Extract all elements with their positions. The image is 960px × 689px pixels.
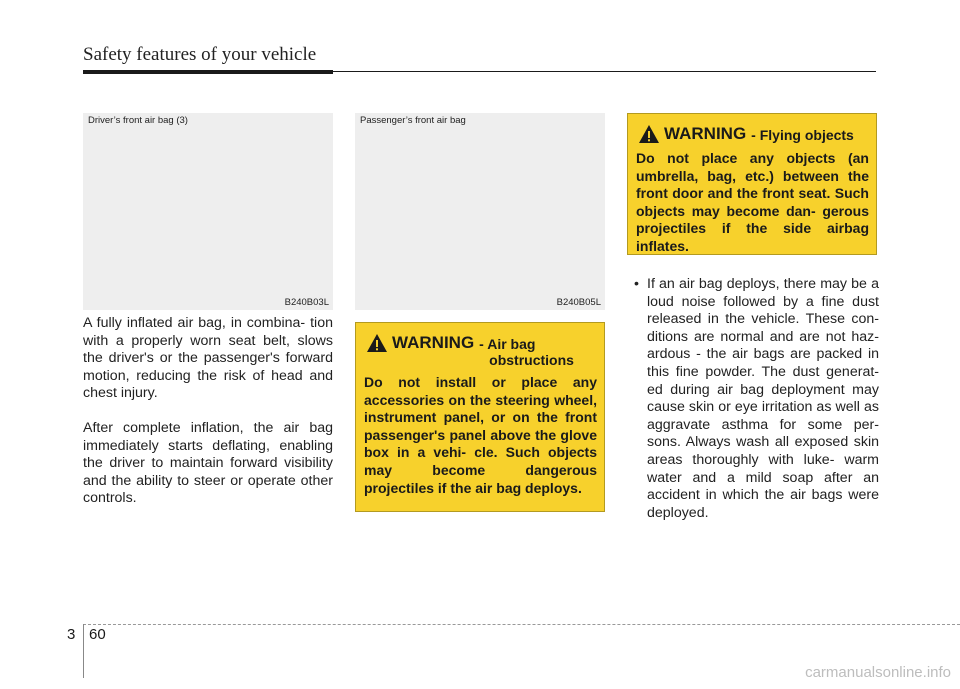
warning-triangle-icon: [638, 124, 660, 144]
paragraph-air-bag-function: A fully inflated air bag, in combina- tion with a properly worn seat belt, slows the driver's or the passenger's forward motion, reducing the risk of head and chest injury.: [83, 315, 333, 402]
figure-caption: Driver’s front air bag (3): [88, 115, 188, 126]
page-number: 60: [89, 626, 106, 643]
warning-subtitle-line1: - Air bag: [479, 336, 536, 352]
warning-label: WARNING: [664, 124, 747, 143]
footer-divider: [83, 624, 84, 678]
warning-subtitle-line2: obstructions: [489, 352, 574, 368]
page-header-title: Safety features of your vehicle: [83, 44, 317, 65]
header-rule-thin: [333, 71, 876, 72]
footer-rule: [83, 624, 960, 625]
figure-code: B240B03L: [284, 297, 329, 308]
bullet-item-dust: [633, 276, 879, 522]
header-rule: [83, 70, 333, 74]
warning-text: Do not place any objects (an umbrella, bag, etc.) between the front door and the front seat. Such objects may become dan- gerous projectiles if the side airbag inflates.: [636, 150, 869, 254]
paragraph-air-bag-deflation: After complete inflation, the air bag immediately starts deflating, enabling the driver to maintain forward visibility and the ability to steer or operate other controls.: [83, 420, 333, 507]
bullet-mark: •: [634, 276, 639, 292]
chapter-number: 3: [67, 626, 76, 643]
warning-box-obstructions: [355, 322, 605, 512]
watermark: carmanualsonline.info: [805, 664, 951, 681]
warning-subtitle: - Flying objects: [751, 127, 854, 143]
warning-label: WARNING: [392, 333, 475, 352]
figure-passenger-air-bag: [355, 113, 605, 310]
figure-driver-air-bag: [83, 113, 333, 310]
warning-triangle-icon: [366, 333, 388, 353]
figure-code: B240B05L: [556, 297, 601, 308]
warning-subtitle: [479, 336, 574, 368]
figure-caption: Passenger’s front air bag: [360, 115, 466, 126]
warning-box-flying-objects: [627, 113, 877, 255]
warning-text: Do not install or place any accessories on the steering wheel, instrument panel, or on the front passenger's panel above the glove box in a vehi- cle. Such objects may become dangerous projectiles if the air bag deploys.: [364, 374, 597, 496]
bullet-text: If an air bag deploys, there may be a loud noise followed by a fine dust released in the vehicle. These con- ditions are normal and are not haz- ardous - the air bags are packed in this fine powder. The dust generat- ed during air bag deployment may cause skin or eye irritation as well as aggravate asthma for some per- sons. Always wash all exposed skin areas thoroughly with luke- warm water and a mild soap after an accident in which the air bags were deployed.: [647, 276, 879, 521]
